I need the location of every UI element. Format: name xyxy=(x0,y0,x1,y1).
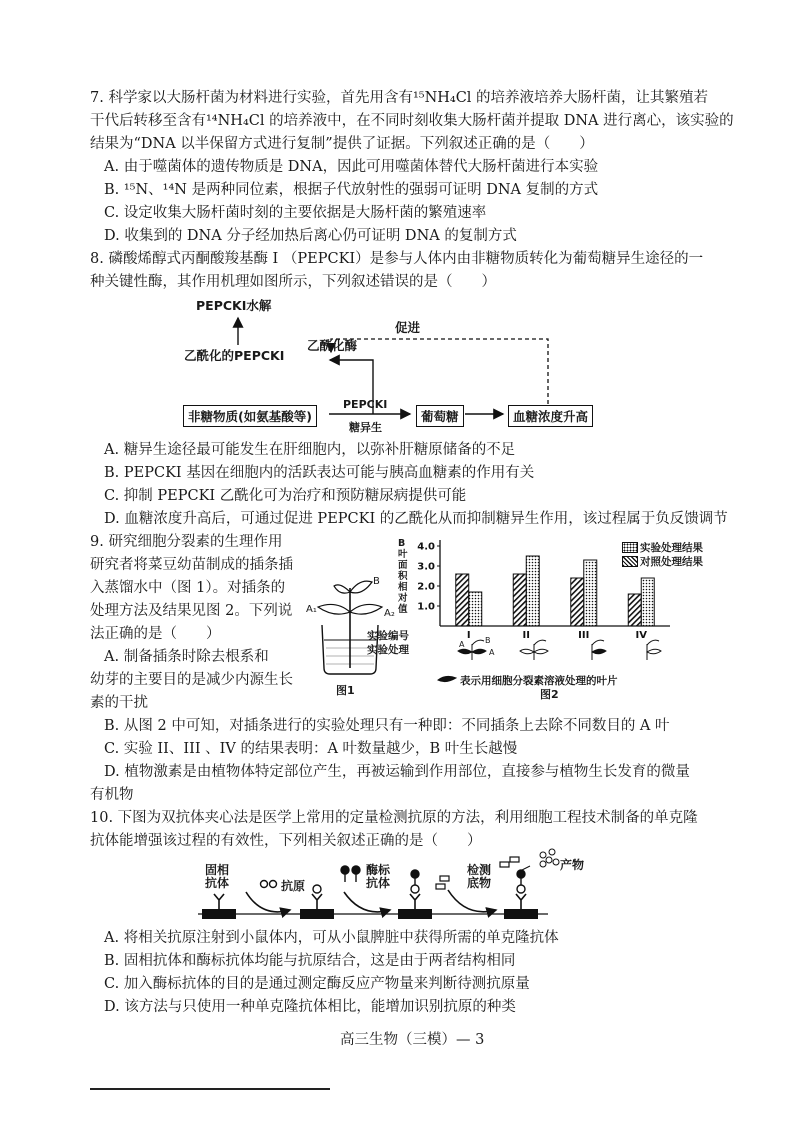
blood-sugar-box: 血糖浓度升高 xyxy=(508,405,593,427)
glucose-box: 葡萄糖 xyxy=(416,405,464,427)
q10-option-c: C. 加入酶标抗体的目的是通过测定酶反应产物量来判断待测抗原量 xyxy=(104,976,530,992)
chart-category-label: III xyxy=(578,630,590,641)
q9-option-b: B. 从图 2 中可知，对插条进行的实验处理只有一种即：不同插条上去除不同数目的 A 叶 xyxy=(104,718,670,734)
nonsugar-box: 非糖物质(如氨基酸等) xyxy=(183,405,317,427)
experiment-number-row-label: 实验编号 xyxy=(367,630,409,642)
experiment-treatment-row-label: 实验处理 xyxy=(367,644,409,656)
q9-option-d-line2: 有机物 xyxy=(90,787,134,803)
q10-stem-line2: 抗体能增强该过程的有效性，下列相关叙述正确的是（ ） xyxy=(90,833,482,849)
acetylase-label: 乙酰化酶 xyxy=(307,338,358,353)
legend-label-experimental: 实验处理结果 xyxy=(640,542,703,554)
q7-option-b: B. ¹⁵N、¹⁴N 是两种同位素，根据子代放射性的强弱可证明 DNA 复制的方式 xyxy=(104,182,599,198)
q8-stem-line1: 8. 磷酸烯醇式丙酮酸羧基酶 I （PEPCKI）是参与人体内由非糖物质转化为葡萄糖异生途径的一 xyxy=(90,251,704,267)
sample-leaf-a-right: A xyxy=(489,648,495,657)
page-footer: 高三生物（三模）— 3 xyxy=(340,1032,485,1048)
chart-y-axis-label: B叶面积相对值 xyxy=(398,538,408,615)
leaf-a2-label: A₂ xyxy=(384,608,395,619)
leaf-b-label: B xyxy=(373,576,380,587)
chart-y-tick-label: 1.0 xyxy=(417,601,435,613)
substrate-label: 检测底物 xyxy=(467,863,492,890)
q8-stem-line2: 种关键性酶，其作用机理如图所示，下列叙述错误的是（ ） xyxy=(90,274,496,290)
q10-option-a: A. 将相关抗原注射到小鼠体内，可从小鼠脾脏中获得所需的单克隆抗体 xyxy=(104,930,559,946)
chart-category-label: II xyxy=(522,630,530,641)
q7-option-c: C. 设定收集大肠杆菌时刻的主要依据是大肠杆菌的繁殖速率 xyxy=(104,205,487,221)
q10-stem-line1: 10. 下图为双抗体夹心法是医学上常用的定量检测抗原的方法，利用细胞工程技术制备的单克隆 xyxy=(90,810,698,826)
sample-leaf-b: B xyxy=(485,636,491,645)
chart-category-label: I xyxy=(466,630,471,641)
q7-stem-line3: 结果为“DNA 以半保留方式进行复制”提供了证据。下列叙述正确的是（ ） xyxy=(90,136,594,152)
product-label: 产物 xyxy=(560,858,585,872)
sample-leaf-a-left: A xyxy=(459,640,465,649)
q10-option-b: B. 固相抗体和酶标抗体均能与抗原结合，这是由于两者结构相同 xyxy=(104,953,516,969)
q9-stem-line1: 9. 研究细胞分裂素的生理作用 xyxy=(90,534,283,550)
leaf-a1-label: A₁ xyxy=(306,604,317,615)
q9-stem-line2: 研究者将菜豆幼苗制成的插条插 xyxy=(90,557,293,573)
q8-option-a: A. 糖异生途径最可能发生在肝细胞内，以弥补肝糖原储备的不足 xyxy=(104,442,516,458)
fixed-antibody-label: 固相抗体 xyxy=(205,863,230,890)
q7-option-d: D. 收集到的 DNA 分子经加热后离心仍可证明 DNA 的复制方式 xyxy=(104,228,517,244)
figure-2-caption: 图2 xyxy=(540,688,559,701)
antigen-label: 抗原 xyxy=(281,879,306,893)
q9-option-d-line1: D. 植物激素是由植物体特定部位产生，再被运输到作用部位，直接参与植物生长发育的微量 xyxy=(104,764,690,780)
q9-option-a-line2: 幼芽的主要目的是减少内源生长 xyxy=(90,672,293,688)
q9-stem-line5: 法正确的是（ ） xyxy=(90,626,221,642)
figure-1-caption: 图1 xyxy=(336,684,355,697)
promote-label: 促进 xyxy=(395,320,421,335)
q7-stem-line1: 7. 科学家以大肠杆菌为材料进行实验，首先用含有¹⁵NH₄Cl 的培养液培养大肠杆菌，让其繁殖若 xyxy=(90,90,709,106)
legend-label-control: 对照处理结果 xyxy=(640,556,703,568)
q10-option-d: D. 该方法与只使用一种单克隆抗体相比，能增加识别抗原的种类 xyxy=(104,999,516,1015)
q9-stem-line4: 处理方法及结果见图 2。下列说 xyxy=(90,603,293,619)
q9-option-a-line3: 素的干扰 xyxy=(90,695,148,711)
acetylated-pepcki-label: 乙酰化的PEPCKI xyxy=(184,348,285,363)
q9-option-c: C. 实验 II、III 、IV 的结果表明：A 叶数量越少，B 叶生长越慢 xyxy=(104,741,518,757)
chart-note: 表示用细胞分裂素溶液处理的叶片 xyxy=(460,675,618,687)
chart-y-tick-label: 2.0 xyxy=(417,581,435,593)
q8-option-c: C. 抑制 PEPCKI 乙酰化可为治疗和预防糖尿病提供可能 xyxy=(104,488,467,504)
q8-option-d: D. 血糖浓度升高后，可通过促进 PEPCKI 的乙酰化从而抑制糖异生作用，该过程属于负反馈调节 xyxy=(104,511,728,527)
q8-option-b: B. PEPCKI 基因在细胞内的活跃表达可能与胰高血糖素的作用有关 xyxy=(104,465,535,481)
gluconeogenesis-label: 糖异生 xyxy=(349,421,382,434)
chart-y-tick-label: 3.0 xyxy=(417,561,435,573)
q9-stem-line3: 入蒸馏水中（图 1）。对插条的 xyxy=(90,580,286,596)
q9-option-a-line1: A. 制备插条时除去根系和 xyxy=(104,649,269,665)
q7-stem-line2: 干代后转移至含有¹⁴NH₄Cl 的培养液中，在不同时刻收集大肠杆菌并提取 DNA 进行离心，该实验的 xyxy=(90,113,734,129)
q7-option-a: A. 由于噬菌体的遗传物质是 DNA，因此可用噬菌体替代大肠杆菌进行本实验 xyxy=(104,159,599,175)
bottom-rule xyxy=(90,1088,330,1090)
chart-category-label: IV xyxy=(635,630,647,641)
chart-y-tick-label: 4.0 xyxy=(417,541,435,553)
enzyme-antibody-label: 酶标抗体 xyxy=(366,863,391,890)
pepcki-hydrolysis-label: PEPCKI水解 xyxy=(196,298,272,313)
pepcki-enzyme-label: PEPCKI xyxy=(343,398,388,411)
